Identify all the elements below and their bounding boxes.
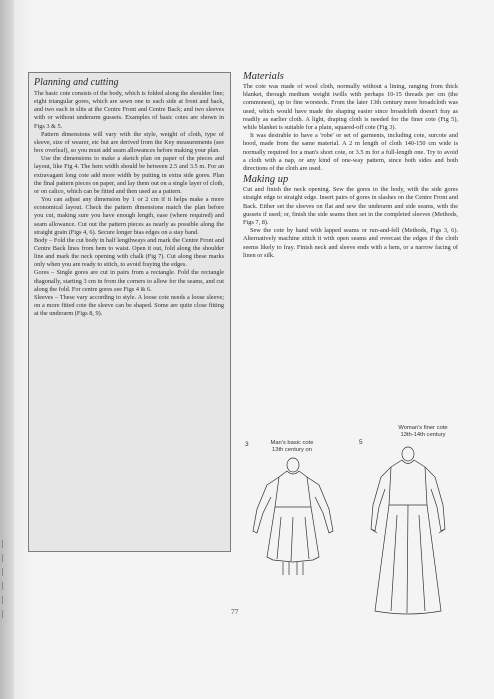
box-paragraph-gores: Gores – Single gores are cut in pairs from a rectangle. Fold the rectangle diagonally, starting 3 cm in from the corners to allow for the seams, and cut along the fold. For centre gores see Figs 4 & 6. (34, 269, 224, 293)
womans-finer-cote-illustration (353, 445, 463, 617)
materials-paragraph: It was desirable to have a 'robe' or set of garments, including cote, surcote and hood, made from the same material. A 2 m length of cloth 140-150 cm wide is normally required for a man's short cote, or 3.5 m for a full-length one. Try to avoid a cloth with a nap, or any kind of one-way pattern, since both sides and both directions of the cloth are used. (243, 132, 458, 173)
box-paragraph-body: Body – Fold the cut body in half lengthways and mark the Centre Front and Centre Back lines from hem to waist. Open it out, fold along the shoulder line and mark the neck opening with chalk (Fig 7). Cut along these marks only when you are ready to stitch, to avoid fraying the edges. (34, 236, 224, 269)
making-up-paragraph: Sew the cote by hand with lapped seams or run-and-fell (Methods, Figs 3, 6). Alternatively machine stitch it with open seams and overcast the edges if the cloth seems likely to fray. Finish neck and sleeve ends with a hem, or a narrow facing of linen or silk. (243, 227, 458, 259)
figures-area (243, 425, 463, 615)
binding-marks (2, 540, 10, 624)
box-paragraph: Pattern dimensions will vary with the style, weight of cloth, type of sleeve, size of wearer, etc but are derived from the Key measurements (see box overleaf), so you must add seam allowances before making your plan. (34, 130, 224, 155)
planning-and-cutting-box (28, 72, 231, 552)
page-number: 77 (231, 607, 239, 616)
mans-basic-cote-illustration (243, 457, 343, 577)
box-title: Planning and cutting (34, 77, 119, 88)
box-paragraph: You can adjust any dimension by 1 or 2 cm if it helps make a more economical layout. Check the pattern dimensions match the plan before you cut, making sure you have enough length, ease (where required) and seam allowance. Cut out the pattern pieces as nearly as possible along the straight grain (Figs 4, 6). Secure longer bias edges on a stay band. (34, 196, 224, 236)
right-column (243, 70, 458, 260)
materials-paragraph: The cote was made of wool cloth, normally without a lining, ranging from thick blanket, through medium weight twills with perhaps 10-15 threads per cm (the commonest), up to fine worsteds. From the later 13th century more broadcloth was used, which would have made the shaping easier since broadcloth doesn't fray as readily as earlier cloth. A light, draping cloth is needed for the finer cote (Fig 5), while blanket is suitable for a plain, squared-off cote (Fig 3). (243, 83, 458, 132)
box-paragraph: The basic cote consists of the body, which is folded along the shoulder line; eight triangular gores, which are sewn one to each side at front and back, and two each in slits at the Centre Front and Centre Back; and two sleeves with or without underarm gussets. Examples of basic cotes are shown in Figs 3 & 5. (34, 90, 224, 130)
making-up-heading: Making up (243, 174, 289, 186)
book-spine (0, 0, 14, 699)
box-paragraph: Use the dimensions to make a sketch plan on paper of the pieces and layout, like Fig 4. The hem width should be between 2.5 and 3.5 m. For an extravagant long cote add more width by putting in extra side gores. Plan the final pattern pieces on paper, and lay them out on a single layer of cloth, or on calico, which can be fitted and then used as a pattern. (34, 155, 224, 195)
fig3-caption: Man's basic cote 13th century on (270, 440, 314, 453)
making-up-paragraph: Cut and finish the neck opening. Sew the gores to the body, with the side gores straight edge to straight edge. Insert pairs of gores in slashes on the Centre Front and Back. Either set the sleeves on flat and sew the underarm and side seams, with the gussets if used; or, finish the side seams then set in the completed sleeves (Methods, Figs 7, 8). (243, 186, 458, 227)
box-paragraph-sleeves: Sleeves – These vary according to style. A loose cote needs a loose sleeve; on a more fitted cote the sleeve can be shaped. Some are quite close fitting at the underarm (Figs 8, 9). (34, 293, 224, 318)
fig5-caption: Woman's finer cote 13th-14th century (398, 425, 448, 438)
fig3-number: 3 (245, 441, 249, 448)
materials-heading: Materials (243, 71, 284, 82)
fig5-number: 5 (359, 439, 363, 446)
